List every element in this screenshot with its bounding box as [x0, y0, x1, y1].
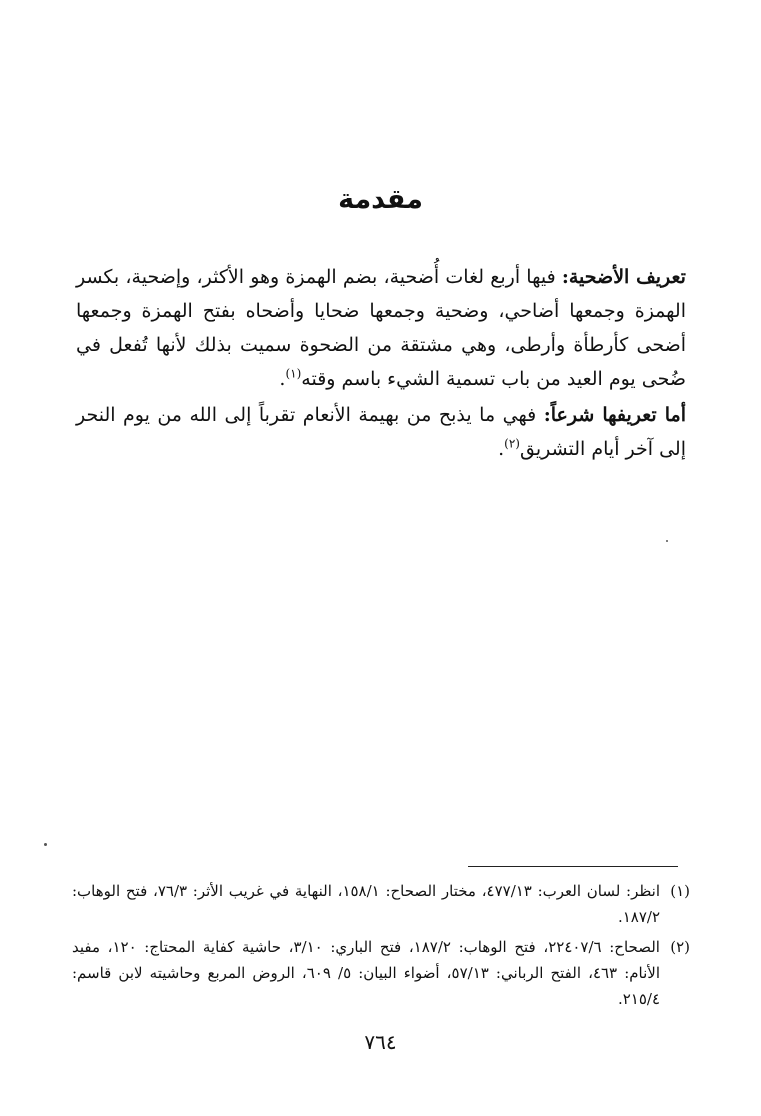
paragraph-lead: تعريف الأضحية:	[561, 266, 686, 288]
footnotes	[72, 878, 690, 1016]
footnote-divider	[468, 866, 678, 867]
scan-speck	[44, 843, 47, 846]
paragraph-text: فهي ما يذبح من بهيمة الأنعام تقرباً إلى الله من يوم النحر إلى آخر أيام التشريق	[76, 404, 686, 460]
paragraph-definition-legal	[76, 398, 686, 466]
page-number: ٧٦٤	[364, 1030, 397, 1054]
scan-speck	[666, 540, 668, 542]
footnote-text: الصحاح: ٢٢٤٠٧/٦، فتح الوهاب: ١٨٧/٢، فتح الباري: ٣/١٠، حاشية كفاية المحتاج: ١٢٠، مفيد الأنام: ٤٦٣، الفتح الرباني: ٥٧/١٣، أضواء البيان: ٥/ ٦٠٩، الروض المربع وحاشيته لابن قاسم: ٢١٥/٤.	[72, 938, 661, 1008]
footnote-item	[72, 934, 690, 1012]
paragraph-end: .	[279, 368, 286, 390]
paragraph-definition-linguistic	[76, 260, 686, 396]
paragraph-end: .	[498, 438, 505, 460]
footnote-text: انظر: لسان العرب: ٤٧٧/١٣، مختار الصحاح: ١٥٨/١، النهاية في غريب الأثر: ٧٦/٣، فتح الوهاب: ١٨٧/٢.	[72, 882, 660, 926]
footnote-ref: (٢)	[504, 436, 520, 451]
main-text	[76, 260, 686, 466]
footnote-number: (١)	[670, 882, 690, 900]
footnote-ref: (١)	[285, 366, 302, 381]
footnote-number: (٢)	[670, 938, 690, 956]
paragraph-text: فيها أربع لغات أُضحية، بضم الهمزة وهو الأكثر، وإضحية، بكسر الهمزة وجمعها أضاحي، وضحية وجمعها ضحايا وأضحاه بفتح الهمزة وجمعها أضحى كأرطأة وأرطى، وهي مشتقة من الضحوة سميت بذلك لأنها تُفعل في ضُحى يوم العيد من باب تسمية الشيء باسم وقته	[76, 266, 686, 390]
footnote-item	[72, 878, 690, 930]
paragraph-lead: أما تعريفها شرعاً:	[543, 404, 686, 426]
page-title: مقدمة	[338, 184, 423, 215]
